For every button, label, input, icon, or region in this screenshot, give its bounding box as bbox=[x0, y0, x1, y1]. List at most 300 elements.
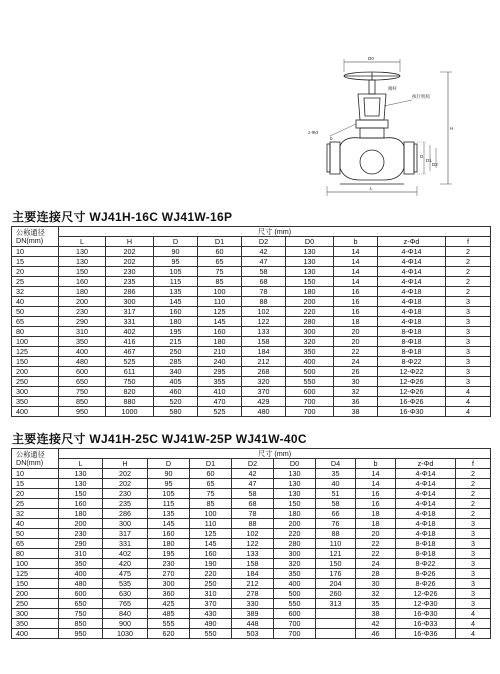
dn-cell: 300 bbox=[12, 609, 59, 619]
table-cell: 3 bbox=[456, 579, 491, 589]
table-cell: 160 bbox=[198, 327, 242, 337]
table-cell: 115 bbox=[154, 277, 198, 287]
table-cell: 16-Φ26 bbox=[378, 397, 446, 407]
table-cell: 2 bbox=[456, 479, 491, 489]
table-cell: 200 bbox=[274, 519, 316, 529]
table-row bbox=[12, 609, 491, 619]
table-cell: 58 bbox=[316, 499, 356, 509]
table-cell: 145 bbox=[154, 297, 198, 307]
column-header: L bbox=[59, 459, 103, 469]
table-cell: 46 bbox=[356, 629, 396, 639]
table-cell: 130 bbox=[286, 247, 334, 257]
dn-cell: 25 bbox=[12, 499, 59, 509]
valve-drawing bbox=[300, 50, 460, 198]
table-cell: 16-Φ33 bbox=[396, 619, 456, 629]
table-cell: 78 bbox=[232, 509, 274, 519]
table-cell: 2 bbox=[446, 287, 491, 297]
dn-cell: 50 bbox=[12, 529, 59, 539]
table-cell: 286 bbox=[103, 509, 148, 519]
table-cell: 525 bbox=[198, 407, 242, 417]
column-header: D0 bbox=[274, 459, 316, 469]
table-cell: 950 bbox=[59, 629, 103, 639]
table-cell: 3 bbox=[456, 549, 491, 559]
table-cell: 8-Φ18 bbox=[378, 327, 446, 337]
table-cell: 2 bbox=[456, 499, 491, 509]
table-row bbox=[12, 357, 491, 367]
table-cell: 195 bbox=[148, 549, 190, 559]
table-cell: 268 bbox=[242, 367, 286, 377]
table-cell: 51 bbox=[316, 489, 356, 499]
table-cell: 85 bbox=[190, 499, 232, 509]
table-cell: 12-Φ26 bbox=[378, 387, 446, 397]
table-row bbox=[12, 297, 491, 307]
dn-cell: 150 bbox=[12, 579, 59, 589]
table-cell: 220 bbox=[190, 569, 232, 579]
table-row bbox=[12, 367, 491, 377]
table-cell: 4-Φ18 bbox=[396, 529, 456, 539]
table-cell: 600 bbox=[274, 609, 316, 619]
table-cell: 3 bbox=[456, 559, 491, 569]
table-cell: 204 bbox=[316, 579, 356, 589]
table-cell: 180 bbox=[59, 287, 106, 297]
table-cell: 4-Φ14 bbox=[396, 469, 456, 479]
dn-cell: 10 bbox=[12, 247, 59, 257]
table-cell: 3 bbox=[446, 317, 491, 327]
table-row bbox=[12, 327, 491, 337]
table-row bbox=[12, 619, 491, 629]
table-cell: 12-Φ26 bbox=[378, 377, 446, 387]
table-cell: 3 bbox=[446, 377, 491, 387]
table-cell: 4-Φ18 bbox=[378, 297, 446, 307]
table-cell: 840 bbox=[103, 609, 148, 619]
table-cell: 3 bbox=[446, 297, 491, 307]
label-b: b bbox=[330, 136, 333, 141]
table-row bbox=[12, 559, 491, 569]
table-cell: 14 bbox=[356, 469, 396, 479]
table-cell: 145 bbox=[148, 519, 190, 529]
table-cell: 110 bbox=[316, 539, 356, 549]
table-cell: 2 bbox=[446, 257, 491, 267]
table-cell: 310 bbox=[190, 589, 232, 599]
table-cell: 3 bbox=[456, 539, 491, 549]
table-cell: 400 bbox=[286, 357, 334, 367]
table-cell: 121 bbox=[316, 549, 356, 559]
table-cell: 180 bbox=[274, 509, 316, 519]
table-cell: 130 bbox=[59, 479, 103, 489]
table-cell: 12-Φ30 bbox=[396, 599, 456, 609]
table-cell: 317 bbox=[103, 529, 148, 539]
table-cell: 580 bbox=[154, 407, 198, 417]
table-cell: 210 bbox=[198, 347, 242, 357]
dn-cell: 400 bbox=[12, 407, 59, 417]
table-cell: 8-Φ18 bbox=[396, 549, 456, 559]
column-header: D1 bbox=[198, 237, 242, 247]
table-cell: 58 bbox=[232, 489, 274, 499]
column-header: D2 bbox=[242, 237, 286, 247]
table-cell: 313 bbox=[316, 599, 356, 609]
table-cell: 235 bbox=[106, 277, 154, 287]
table-cell: 500 bbox=[274, 589, 316, 599]
table-cell: 180 bbox=[286, 287, 334, 297]
table-cell: 22 bbox=[356, 539, 396, 549]
label-note1: 执行机构 bbox=[412, 94, 430, 99]
dn-cell: 80 bbox=[12, 549, 59, 559]
table-cell: 2 bbox=[456, 509, 491, 519]
table-cell: 110 bbox=[198, 297, 242, 307]
dn-cell: 50 bbox=[12, 307, 59, 317]
table-cell: 525 bbox=[106, 357, 154, 367]
table-cell: 4 bbox=[446, 397, 491, 407]
table-row bbox=[12, 479, 491, 489]
table-cell: 1000 bbox=[106, 407, 154, 417]
table-cell: 14 bbox=[334, 277, 378, 287]
table-cell bbox=[316, 629, 356, 639]
table-cell: 300 bbox=[274, 549, 316, 559]
column-header: D4 bbox=[316, 459, 356, 469]
table-cell: 535 bbox=[103, 579, 148, 589]
table-cell: 4-Φ14 bbox=[378, 247, 446, 257]
table-cell: 200 bbox=[59, 519, 103, 529]
dn-cell: 125 bbox=[12, 569, 59, 579]
table-cell: 20 bbox=[334, 327, 378, 337]
column-header: H bbox=[103, 459, 148, 469]
table-row bbox=[12, 519, 491, 529]
table-cell: 3 bbox=[446, 357, 491, 367]
table-cell: 310 bbox=[59, 327, 106, 337]
dims-caption: 尺寸 (mm) bbox=[59, 227, 491, 237]
table-cell: 12-Φ22 bbox=[378, 367, 446, 377]
table-cell: 300 bbox=[148, 579, 190, 589]
dn-cell: 150 bbox=[12, 357, 59, 367]
column-header: b bbox=[334, 237, 378, 247]
table-row bbox=[12, 277, 491, 287]
table-cell: 88 bbox=[232, 519, 274, 529]
table-cell: 295 bbox=[198, 367, 242, 377]
table-cell: 950 bbox=[59, 407, 106, 417]
table-cell: 47 bbox=[232, 479, 274, 489]
table-cell: 850 bbox=[59, 619, 103, 629]
table-cell: 135 bbox=[154, 287, 198, 297]
table-cell: 68 bbox=[232, 499, 274, 509]
table-cell: 160 bbox=[59, 277, 106, 287]
column-header: D0 bbox=[286, 237, 334, 247]
dn-cell: 10 bbox=[12, 469, 59, 479]
table-cell: 16-Φ36 bbox=[396, 629, 456, 639]
dims-caption: 尺寸 (mm) bbox=[59, 449, 491, 459]
dn-cell: 25 bbox=[12, 277, 59, 287]
dn-cell: 40 bbox=[12, 519, 59, 529]
table-cell: 611 bbox=[106, 367, 154, 377]
table-cell: 47 bbox=[242, 257, 286, 267]
label-note2: 阀杆 bbox=[388, 86, 397, 91]
table-cell: 160 bbox=[190, 549, 232, 559]
table-cell: 880 bbox=[106, 397, 154, 407]
dn-cell: 80 bbox=[12, 327, 59, 337]
table-cell: 90 bbox=[148, 469, 190, 479]
table-cell: 145 bbox=[190, 539, 232, 549]
table-row bbox=[12, 529, 491, 539]
table-cell: 402 bbox=[106, 327, 154, 337]
table-cell: 3 bbox=[446, 307, 491, 317]
table-cell: 750 bbox=[59, 609, 103, 619]
table-cell: 320 bbox=[286, 337, 334, 347]
column-header: D bbox=[154, 237, 198, 247]
table-cell: 40 bbox=[316, 479, 356, 489]
table-cell: 20 bbox=[356, 529, 396, 539]
table-cell: 150 bbox=[59, 267, 106, 277]
table-cell: 16 bbox=[356, 499, 396, 509]
table-cell: 202 bbox=[106, 257, 154, 267]
table-cell: 145 bbox=[198, 317, 242, 327]
table-cell: 160 bbox=[154, 307, 198, 317]
table-cell: 402 bbox=[103, 549, 148, 559]
table-cell: 212 bbox=[232, 579, 274, 589]
table-cell: 4 bbox=[456, 609, 491, 619]
table-cell: 130 bbox=[59, 257, 106, 267]
table-cell: 3 bbox=[456, 529, 491, 539]
table-cell: 500 bbox=[286, 367, 334, 377]
table-cell: 16 bbox=[356, 489, 396, 499]
table-row bbox=[12, 569, 491, 579]
table-cell: 85 bbox=[198, 277, 242, 287]
dn-cell: 100 bbox=[12, 559, 59, 569]
table-cell: 350 bbox=[286, 347, 334, 357]
table-cell: 750 bbox=[59, 387, 106, 397]
table-cell: 75 bbox=[198, 267, 242, 277]
column-header: f bbox=[446, 237, 491, 247]
table-cell: 42 bbox=[356, 619, 396, 629]
column-header: z-Φd bbox=[396, 459, 456, 469]
table-cell: 88 bbox=[316, 529, 356, 539]
table-cell: 4 bbox=[446, 387, 491, 397]
table-cell: 320 bbox=[274, 559, 316, 569]
dn-header: 公称通径 DN(mm) bbox=[12, 449, 59, 469]
table-cell: 42 bbox=[242, 247, 286, 257]
table-row bbox=[12, 407, 491, 417]
table-cell: 8-Φ22 bbox=[396, 559, 456, 569]
table-cell: 2 bbox=[446, 247, 491, 257]
spec-table-2 bbox=[11, 448, 491, 639]
table-cell: 2 bbox=[446, 277, 491, 287]
table-row bbox=[12, 377, 491, 387]
table-cell: 66 bbox=[316, 509, 356, 519]
table-cell: 2 bbox=[456, 489, 491, 499]
table-cell: 22 bbox=[334, 347, 378, 357]
table-row bbox=[12, 629, 491, 639]
table-cell: 125 bbox=[198, 307, 242, 317]
table-cell: 250 bbox=[190, 579, 232, 589]
table-cell: 16 bbox=[334, 307, 378, 317]
table-cell: 100 bbox=[198, 287, 242, 297]
table-cell: 235 bbox=[103, 499, 148, 509]
table-cell: 405 bbox=[154, 377, 198, 387]
table-cell: 600 bbox=[59, 367, 106, 377]
table-cell: 4 bbox=[456, 629, 491, 639]
table-cell: 467 bbox=[106, 347, 154, 357]
table-cell: 475 bbox=[103, 569, 148, 579]
table-cell bbox=[316, 609, 356, 619]
table-cell: 480 bbox=[59, 579, 103, 589]
table-cell: 88 bbox=[242, 297, 286, 307]
table-cell: 350 bbox=[59, 337, 106, 347]
table-cell: 350 bbox=[59, 559, 103, 569]
table-cell: 26 bbox=[334, 367, 378, 377]
table-cell: 480 bbox=[242, 407, 286, 417]
table-header-row bbox=[12, 227, 491, 237]
table-row bbox=[12, 337, 491, 347]
table-cell: 200 bbox=[59, 297, 106, 307]
table-cell: 38 bbox=[356, 609, 396, 619]
table-cell: 180 bbox=[154, 317, 198, 327]
table-row bbox=[12, 307, 491, 317]
table-cell: 133 bbox=[242, 327, 286, 337]
table-cell: 700 bbox=[286, 397, 334, 407]
table-cell: 430 bbox=[190, 609, 232, 619]
table-cell: 38 bbox=[334, 407, 378, 417]
table-cell: 4-Φ14 bbox=[396, 489, 456, 499]
table-cell: 60 bbox=[198, 247, 242, 257]
table-cell: 36 bbox=[334, 397, 378, 407]
table-cell: 184 bbox=[232, 569, 274, 579]
table-column-headers bbox=[12, 237, 491, 247]
table-cell: 130 bbox=[274, 469, 316, 479]
table-cell: 220 bbox=[274, 529, 316, 539]
table-row bbox=[12, 549, 491, 559]
dn-cell: 250 bbox=[12, 599, 59, 609]
table-cell: 184 bbox=[242, 347, 286, 357]
label-d0: D0 bbox=[368, 56, 374, 61]
dn-cell: 15 bbox=[12, 479, 59, 489]
table-cell: 4-Φ14 bbox=[378, 277, 446, 287]
table-cell: 416 bbox=[106, 337, 154, 347]
dn-cell: 65 bbox=[12, 539, 59, 549]
table-cell: 100 bbox=[190, 509, 232, 519]
table-cell: 300 bbox=[103, 519, 148, 529]
dn-cell: 65 bbox=[12, 317, 59, 327]
table-cell: 220 bbox=[286, 307, 334, 317]
table-cell: 18 bbox=[334, 317, 378, 327]
table-cell: 331 bbox=[106, 317, 154, 327]
table-cell: 125 bbox=[190, 529, 232, 539]
table-cell: 850 bbox=[59, 397, 106, 407]
table-cell: 150 bbox=[316, 559, 356, 569]
table-cell: 400 bbox=[59, 347, 106, 357]
table-cell: 2 bbox=[446, 267, 491, 277]
dn-cell: 350 bbox=[12, 619, 59, 629]
table-cell: 230 bbox=[59, 307, 106, 317]
table-cell: 700 bbox=[274, 619, 316, 629]
table-cell: 16-Φ30 bbox=[378, 407, 446, 417]
table-cell: 4-Φ18 bbox=[378, 307, 446, 317]
table-row bbox=[12, 489, 491, 499]
table-cell: 8-Φ18 bbox=[378, 347, 446, 357]
column-header: z-Φd bbox=[378, 237, 446, 247]
table-cell: 14 bbox=[334, 267, 378, 277]
label-h: H bbox=[450, 126, 454, 131]
table-cell: 420 bbox=[103, 559, 148, 569]
table-cell: 240 bbox=[198, 357, 242, 367]
table-cell: 42 bbox=[232, 469, 274, 479]
table-cell: 202 bbox=[103, 479, 148, 489]
table-cell: 158 bbox=[232, 559, 274, 569]
table-row bbox=[12, 599, 491, 609]
table-cell: 300 bbox=[286, 327, 334, 337]
section1-title: 主要连接尺寸 WJ41H-16C WJ41W-16P bbox=[12, 210, 233, 224]
table-cell: 550 bbox=[190, 629, 232, 639]
table-cell: 3 bbox=[456, 599, 491, 609]
table-cell: 286 bbox=[106, 287, 154, 297]
table-cell: 30 bbox=[334, 377, 378, 387]
table-cell: 3 bbox=[446, 367, 491, 377]
label-zphid: z-Φd bbox=[308, 130, 318, 135]
column-header: D2 bbox=[232, 459, 274, 469]
table-row bbox=[12, 469, 491, 479]
table-cell: 230 bbox=[106, 267, 154, 277]
table-cell: 158 bbox=[242, 337, 286, 347]
table-cell: 130 bbox=[274, 489, 316, 499]
table-cell: 65 bbox=[190, 479, 232, 489]
table-cell: 115 bbox=[148, 499, 190, 509]
table-header-row bbox=[12, 449, 491, 459]
table-cell: 425 bbox=[148, 599, 190, 609]
dn-cell: 100 bbox=[12, 337, 59, 347]
table-cell: 215 bbox=[154, 337, 198, 347]
table-cell: 130 bbox=[274, 479, 316, 489]
table-cell: 176 bbox=[316, 569, 356, 579]
table-cell: 212 bbox=[242, 357, 286, 367]
table-cell: 8-Φ18 bbox=[396, 539, 456, 549]
table-cell: 18 bbox=[356, 509, 396, 519]
table-cell: 14 bbox=[334, 247, 378, 257]
table-cell: 340 bbox=[154, 367, 198, 377]
table-cell: 310 bbox=[59, 549, 103, 559]
table-cell: 8-Φ22 bbox=[378, 357, 446, 367]
table-row bbox=[12, 317, 491, 327]
table-cell: 331 bbox=[103, 539, 148, 549]
table-cell: 520 bbox=[154, 397, 198, 407]
table-cell: 485 bbox=[148, 609, 190, 619]
table-cell: 400 bbox=[59, 569, 103, 579]
dn-cell: 125 bbox=[12, 347, 59, 357]
dn-cell: 20 bbox=[12, 267, 59, 277]
table-cell: 4-Φ14 bbox=[396, 479, 456, 489]
table-cell: 4-Φ14 bbox=[396, 499, 456, 509]
table-cell: 370 bbox=[190, 599, 232, 609]
table-cell: 160 bbox=[59, 499, 103, 509]
table-row bbox=[12, 589, 491, 599]
table-row bbox=[12, 257, 491, 267]
table-cell: 1030 bbox=[103, 629, 148, 639]
table-cell: 95 bbox=[148, 479, 190, 489]
table-cell: 460 bbox=[154, 387, 198, 397]
table-cell: 180 bbox=[198, 337, 242, 347]
column-header: b bbox=[356, 459, 396, 469]
table-row bbox=[12, 499, 491, 509]
column-header: L bbox=[59, 237, 106, 247]
table-cell: 200 bbox=[286, 297, 334, 307]
table-cell: 600 bbox=[286, 387, 334, 397]
table-cell: 260 bbox=[316, 589, 356, 599]
table-cell: 820 bbox=[106, 387, 154, 397]
table-cell: 555 bbox=[148, 619, 190, 629]
table-cell: 278 bbox=[232, 589, 274, 599]
dn-cell: 200 bbox=[12, 589, 59, 599]
table-cell: 290 bbox=[59, 539, 103, 549]
table-cell: 630 bbox=[103, 589, 148, 599]
table-cell: 76 bbox=[316, 519, 356, 529]
table-cell: 130 bbox=[286, 267, 334, 277]
table-cell: 35 bbox=[316, 469, 356, 479]
